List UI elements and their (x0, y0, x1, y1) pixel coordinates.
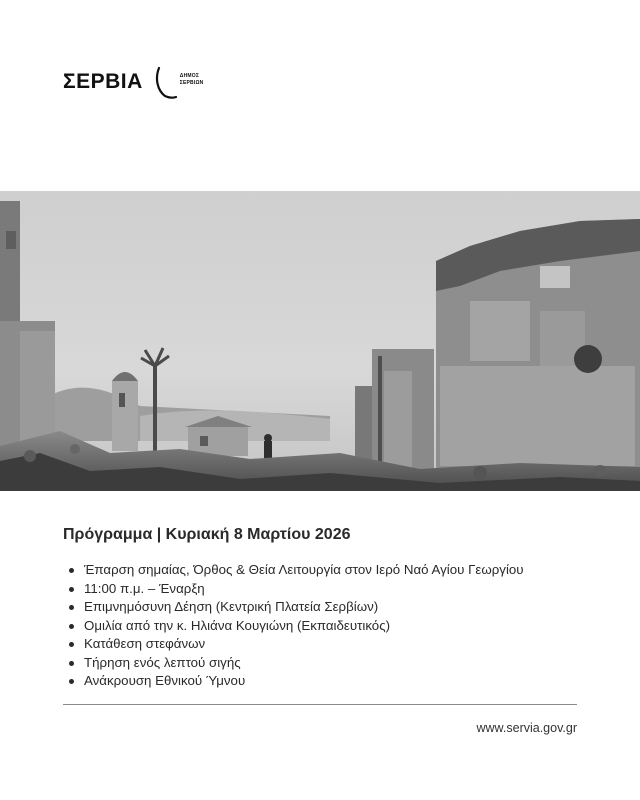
logo-wordmark: ΣΕΡΒΙΑ (63, 70, 143, 93)
bullet-icon (69, 679, 74, 684)
list-item-text: Ανάκρουση Εθνικού Ύμνου (84, 673, 246, 688)
program-list (63, 561, 524, 691)
list-item-text: Κατάθεση στεφάνων (84, 636, 206, 651)
list-item (63, 561, 524, 580)
list-item-text: Επιμνημόσυνη Δέηση (Κεντρική Πλατεία Σερβίων) (84, 599, 379, 614)
list-item-text: Έπαρση σημαίας, Όρθος & Θεία Λειτουργία στον Ιερό Ναό Αγίου Γεωργίου (84, 562, 524, 577)
list-item-text: 11:00 π.μ. – Έναρξη (84, 580, 205, 596)
historic-ruins-photo (0, 191, 640, 491)
logo-subtitle (180, 73, 204, 87)
list-item-text: Ομιλία από την κ. Ηλιάνα Κουγιώνη (Εκπαιδευτικός) (84, 617, 391, 633)
program-title: Πρόγραμμα | Κυριακή 8 Μαρτίου 2026 (63, 526, 351, 543)
bullet-icon (69, 587, 74, 592)
list-item (63, 672, 524, 691)
bullet-icon (69, 661, 74, 666)
list-item (63, 654, 524, 673)
logo-arc-icon (155, 64, 177, 100)
bullet-icon (69, 642, 74, 647)
logo-subtitle-line2: ΣΕΡΒΙΩΝ (179, 80, 204, 86)
bullet-icon (69, 624, 74, 629)
list-item (63, 617, 524, 636)
bullet-icon (69, 568, 74, 573)
list-item (63, 598, 524, 617)
website-link[interactable]: www.servia.gov.gr (476, 721, 577, 735)
list-item-text: Τήρηση ενός λεπτού σιγής (84, 654, 241, 670)
footer-divider (63, 704, 577, 705)
list-item (63, 580, 524, 599)
bullet-icon (69, 605, 74, 610)
list-item (63, 635, 524, 654)
logo-subtitle-line1: ΔΗΜΟΣ (179, 73, 200, 79)
municipality-logo (63, 64, 203, 100)
